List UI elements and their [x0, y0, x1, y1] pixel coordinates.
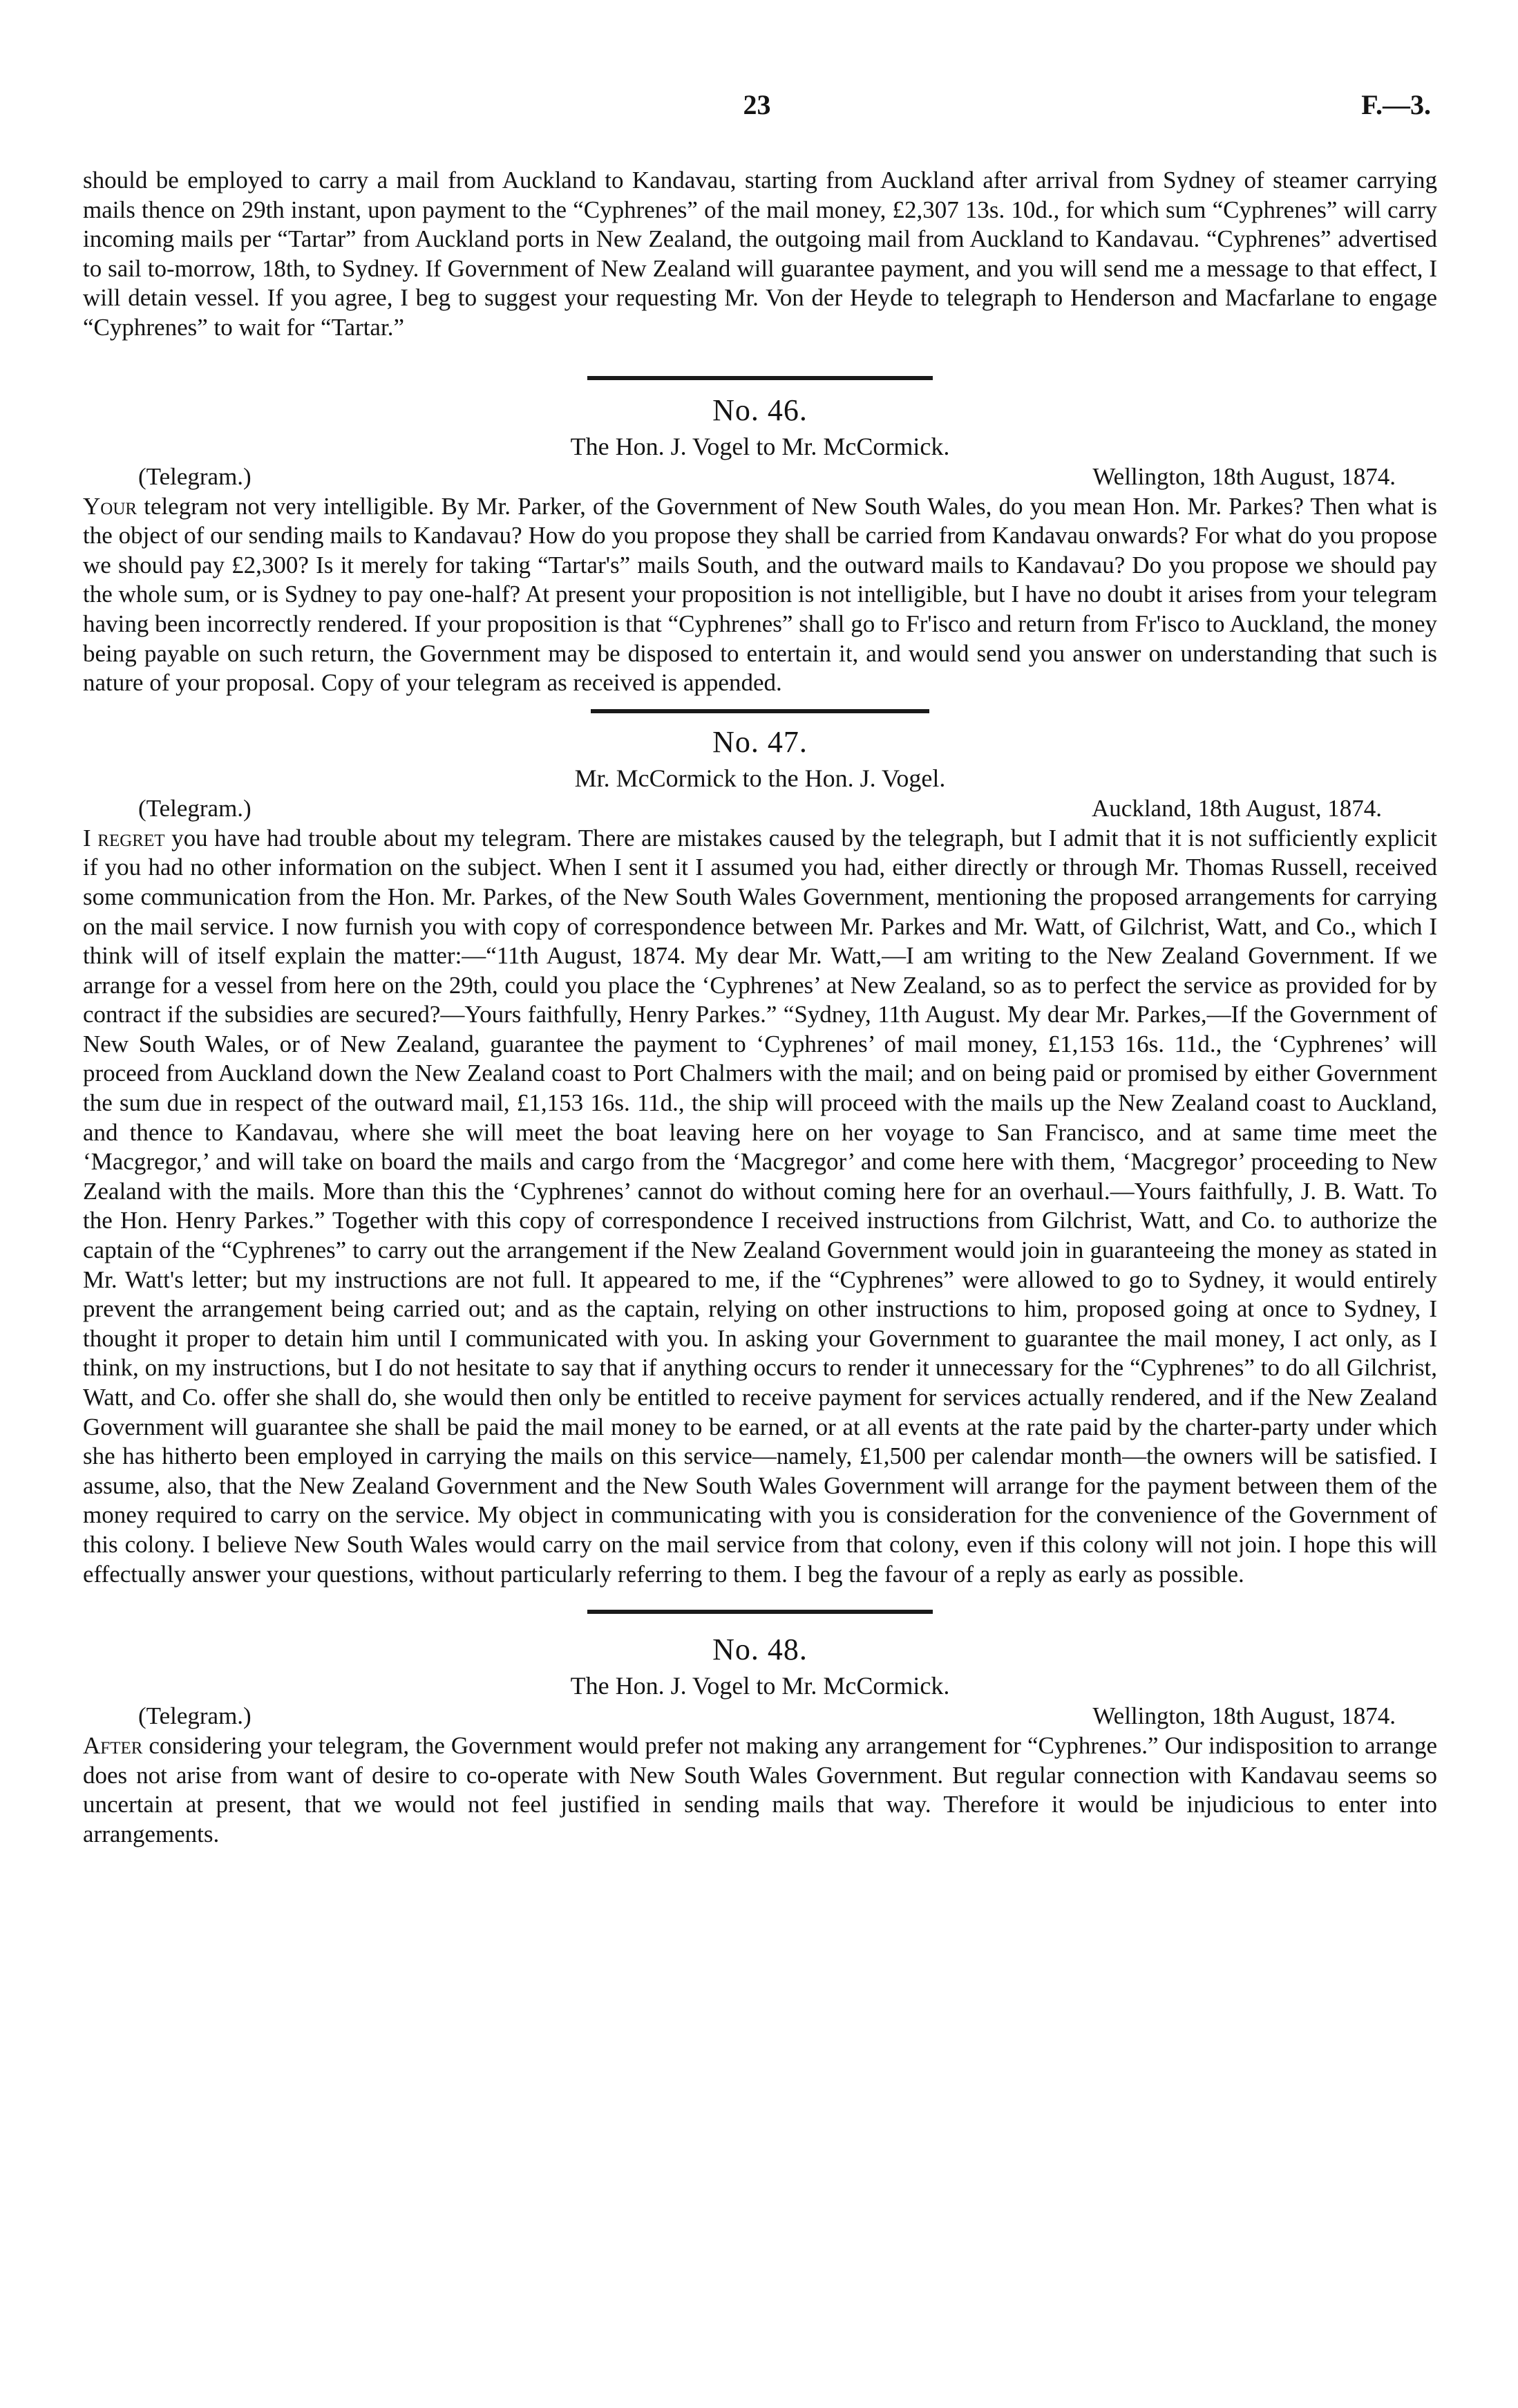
letter-dateline: Wellington, 18th August, 1874. [1092, 1702, 1396, 1730]
letter-dateline: Wellington, 18th August, 1874. [1092, 462, 1396, 490]
page-number: 23 [743, 89, 771, 120]
letter-lead-word: Your [83, 492, 137, 520]
letter-type: (Telegram.) [138, 462, 252, 490]
letter-text: telegram not very intelligible. By Mr. Parker, of the Government of New South Wales, do you mean Hon. Mr. Parkes? Then what is the object of our sending mails to Kandavau? How do you propose they shall be carried from Kandavau onwards? For what do you propose we should pay £2,300? Is it merely for taking “Tartar's” mails South, and the outward mails to Kandavau? Do you propose we should pay the whole sum, or is Sydney to pay one-half? At present your proposition is not intelligible, but I have no doubt it arises from your telegram having been incorrectly rendered. If your proposition is that “Cyphrenes” shall go to Fr'isco and return from Fr'isco to Auckland, the money being payable on such return, the Government may be disposed to entertain it, and would send you answer on understanding that such is nature of your proposal. Copy of your telegram as received is appended. [83, 492, 1437, 697]
letter-lead-word: After [83, 1732, 143, 1760]
section-divider [587, 376, 933, 380]
letter-body [83, 492, 1437, 698]
section-divider [587, 1610, 933, 1614]
letter-text: you have had trouble about my telegram. There are mistakes caused by the telegraph, but I admit that it is not sufficiently explicit if you had no other information on the subject. When I sent it I assumed you had, either directly or through Mr. Thomas Russell, received some communication from the Hon. Mr. Parkes, of the New South Wales Government, mentioning the proposed arrangements for carrying on the mail service. I now furnish you with copy of correspondence between Mr. Parkes and Mr. Watt, of Gilchrist, Watt, and Co., which I think will of itself explain the matter:—“11th August, 1874. My dear Mr. Watt,—I am writing to the New Zealand Government. If we arrange for a vessel from here on the 29th, could you place the ‘Cyphrenes’ at New Zealand, so as to perfect the service as provided for by contract if the subsidies are secured?—Yours faithfully, Henry Parkes.” “Sydney, 11th August. My dear Mr. Parkes,—If the Government of New South Wales, or of New Zealand, guarantee the payment to ‘Cyphrenes’ of mail money, £1,153 16s. 11d., the ‘Cyphrenes’ will proceed from Auckland down the New Zealand coast to Port Chalmers with the mail; and on being paid or promised by either Government the sum due in respect of the outward mail, £1,153 16s. 11d., the ship will proceed with the mails up the New Zealand coast to Auckland, and thence to Kandavau, where she will meet the boat leaving here on her voyage to San Francisco, and at same time meet the ‘Macgregor,’ and will take on board the mails and cargo from the ‘Macgregor’ and come here with them, ‘Macgregor’ proceeding to New Zealand with the mails. More than this the ‘Cyphrenes’ cannot do without coming here for an overhaul.—Yours faithfully, J. B. Watt. To the Hon. Henry Parkes.” Together with this copy of correspondence I received instructions from Gilchrist, Watt, and Co. to authorize the captain of the “Cyphrenes” to carry out the arrangement if the New Zealand Government would join in guaranteeing the money as stated in Mr. Watt's letter; but my instructions are not full. It appeared to me, if the “Cyphrenes” were allowed to go to Sydney, it would entirely prevent the arrangement being carried out; and as the captain, relying on other instructions to him, proposed going at once to Sydney, I thought it proper to detain him until I communicated with you. In asking your Government to guarantee the mail money, I act only, as I think, on my instructions, but I do not hesitate to say that if anything occurs to render it unnecessary for the “Cyphrenes” to do all Gilchrist, Watt, and Co. offer she shall do, she would then only be entitled to receive payment for services actually rendered, and if the New Zealand Government will guarantee she shall be paid the mail money to be earned, or at all events at the rate paid by the charter-party under which she has hitherto been employed in carrying the mails on this service—namely, £1,500 per calendar month—the owners will be satisfied. I assume, also, that the New Zealand Government and the New South Wales Government will arrange for the payment between them of the money required to carry on the service. My object in communicating with you is consideration for the convenience of the Government of this colony. I believe New South Wales would carry on the mail service from that colony, even if this colony will not join. I hope this will effectually answer your questions, without particularly referring to them. I beg the favour of a reply as early as possible. [83, 824, 1438, 1588]
letter-meta [83, 462, 1437, 492]
letter-lead-word: I regret [83, 824, 165, 852]
letter-body [83, 1731, 1437, 1849]
letter-body [83, 824, 1437, 1589]
letter-dateline: Auckland, 18th August, 1874. [1092, 794, 1382, 822]
letter-text: considering your telegram, the Government would prefer not making any arrangement for “Cyphrenes.” Our indisposition to arrange does not arise from want of desire to co-operate with New South Wales Government. But regular connection with Kandavau seems so uncertain at present, that we would not feel justified in sending mails that way. Therefore it would be injudicious to enter into arrangements. [83, 1732, 1437, 1847]
letter-correspondents: Mr. McCormick to the Hon. J. Vogel. [574, 764, 946, 792]
document-body [83, 166, 1437, 1850]
section-divider [591, 709, 929, 713]
letter-meta [83, 1701, 1437, 1731]
letter-type: (Telegram.) [138, 1702, 252, 1730]
continued-paragraph: should be employed to carry a mail from Auckland to Kandavau, starting from Auckland after arrival from Sydney of steamer carrying mails thence on 29th instant, upon payment to the “Cyphrenes” of the mail money, £2,307 13s. 10d., for which sum “Cyphrenes” will carry incoming mails per “Tartar” from Auckland ports in New Zealand, the outgoing mail from Auckland to Kandavau. “Cyphrenes” advertised to sail to-morrow, 18th, to Sydney. If Government of New Zealand will guarantee payment, and you will send me a message to that effect, I will detain vessel. If you agree, I beg to suggest your requesting Mr. Von der Heyde to telegraph to Henderson and Macfarlane to engage “Cyphrenes” to wait for “Tartar.” [83, 167, 1437, 341]
letter-number: No. 47. [712, 724, 808, 759]
letter-number: No. 46. [712, 393, 808, 427]
letter-number: No. 48. [712, 1633, 808, 1667]
letter-correspondents: The Hon. J. Vogel to Mr. McCormick. [570, 432, 950, 460]
letter-meta [83, 793, 1437, 824]
page-header [83, 88, 1431, 130]
letter-correspondents: The Hon. J. Vogel to Mr. McCormick. [570, 1672, 950, 1700]
letter-type: (Telegram.) [138, 794, 252, 822]
document-reference: F.—3. [1361, 89, 1431, 120]
